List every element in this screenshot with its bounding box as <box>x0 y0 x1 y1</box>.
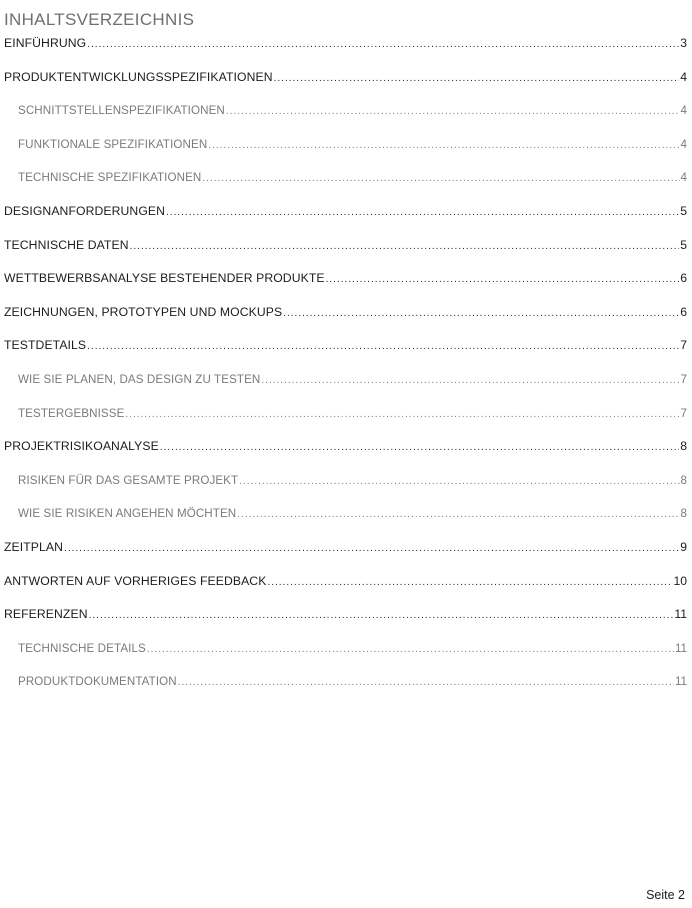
toc-entry-technische-spezifikationen[interactable] <box>0 161 692 195</box>
dot-leader <box>125 398 679 432</box>
toc-entry-label: FUNKTIONALE SPEZIFIKATIONEN <box>18 137 208 151</box>
toc-entry-projektrisikoanalyse[interactable] <box>0 430 692 464</box>
dot-leader <box>178 666 674 700</box>
toc-entry-schnittstellenspezifikationen[interactable] <box>0 94 692 128</box>
dot-leader <box>208 129 679 163</box>
toc-entry-label: PRODUKTENTWICKLUNGSSPEZIFIKATIONEN <box>4 69 273 84</box>
toc-entry-label: TESTERGEBNISSE <box>18 406 125 420</box>
table-of-contents <box>0 27 692 699</box>
dot-leader <box>89 599 674 633</box>
toc-page-number: 5 <box>680 237 687 252</box>
toc-page-number: 10 <box>673 573 687 588</box>
dot-leader <box>261 364 679 398</box>
toc-entry-zeichnungen[interactable] <box>0 296 692 330</box>
toc-page-number: 7 <box>680 406 687 420</box>
toc-entry-label: PROJEKTRISIKOANALYSE <box>4 439 159 454</box>
toc-entry-label: DESIGNANFORDERUNGEN <box>4 203 166 218</box>
dot-leader <box>274 62 680 96</box>
toc-page-number: 11 <box>674 607 687 622</box>
toc-entry-label: SCHNITTSTELLENSPEZIFIKATIONEN <box>18 104 225 118</box>
page-footer-number: Seite 2 <box>646 888 685 902</box>
dot-leader <box>160 431 679 465</box>
toc-page-number: 11 <box>674 641 687 655</box>
toc-entry-label: REFERENZEN <box>4 607 88 622</box>
toc-entry-referenzen[interactable] <box>0 598 692 632</box>
toc-entry-label: ZEICHNUNGEN, PROTOTYPEN UND MOCKUPS <box>4 304 283 319</box>
toc-entry-label: RISIKEN FÜR DAS GESAMTE PROJEKT <box>18 473 239 487</box>
dot-leader <box>226 95 680 129</box>
dot-leader <box>237 498 679 532</box>
toc-entry-label: TECHNISCHE DETAILS <box>18 641 146 655</box>
toc-entry-label: TECHNISCHE SPEZIFIKATIONEN <box>18 171 202 185</box>
dot-leader <box>147 633 674 667</box>
toc-entry-label: ANTWORTEN AUF VORHERIGES FEEDBACK <box>4 573 267 588</box>
toc-entry-risiken-gesamtes-projekt[interactable] <box>0 464 692 498</box>
dot-leader <box>283 297 679 331</box>
toc-page-number: 4 <box>680 104 687 118</box>
dot-leader <box>267 566 672 600</box>
dot-leader <box>130 230 680 264</box>
toc-page-number: 7 <box>680 338 687 353</box>
toc-entry-designanforderungen[interactable] <box>0 195 692 229</box>
toc-entry-label: PRODUKTDOKUMENTATION <box>18 675 177 689</box>
toc-entry-label: WIE SIE RISIKEN ANGEHEN MÖCHTEN <box>18 507 237 521</box>
toc-entry-technische-details[interactable] <box>0 632 692 666</box>
toc-entry-einfuehrung[interactable] <box>0 27 692 61</box>
toc-page-number: 9 <box>680 539 687 554</box>
toc-page-number: 4 <box>680 69 687 84</box>
dot-leader <box>87 330 679 364</box>
toc-entry-zeitplan[interactable] <box>0 531 692 565</box>
toc-entry-design-testen[interactable] <box>0 363 692 397</box>
toc-entry-technische-daten[interactable] <box>0 229 692 263</box>
toc-entry-label: WETTBEWERBSANALYSE BESTEHENDER PRODUKTE <box>4 271 325 286</box>
toc-entry-label: EINFÜHRUNG <box>4 36 87 50</box>
toc-page-number: 8 <box>680 507 687 521</box>
dot-leader <box>202 162 679 196</box>
toc-page-number: 8 <box>680 473 687 487</box>
toc-entry-testergebnisse[interactable] <box>0 397 692 431</box>
toc-entry-produktentwicklungsspezifikationen[interactable] <box>0 61 692 95</box>
dot-leader <box>326 263 680 297</box>
toc-page-number: 4 <box>680 171 687 185</box>
toc-entry-label: TESTDETAILS <box>4 338 87 353</box>
toc-entry-risiken-angehen[interactable] <box>0 497 692 531</box>
toc-entry-funktionale-spezifikationen[interactable] <box>0 128 692 162</box>
toc-page-number: 6 <box>680 304 687 319</box>
toc-page-number: 7 <box>680 372 687 386</box>
toc-page-number: 11 <box>674 675 687 689</box>
toc-entry-wettbewerbsanalyse[interactable] <box>0 262 692 296</box>
toc-entry-label: TECHNISCHE DATEN <box>4 237 129 252</box>
dot-leader <box>166 196 679 230</box>
toc-entry-label: WIE SIE PLANEN, DAS DESIGN ZU TESTEN <box>18 372 261 386</box>
toc-page-number: 3 <box>680 36 687 50</box>
dot-leader <box>87 28 679 62</box>
toc-entry-produktdokumentation[interactable] <box>0 665 692 699</box>
toc-page-number: 4 <box>680 137 687 151</box>
toc-page-number: 6 <box>680 271 687 286</box>
toc-page-number: 5 <box>680 203 687 218</box>
dot-leader <box>64 532 679 566</box>
toc-title: INHALTSVERZEICHNIS <box>4 10 195 30</box>
dot-leader <box>239 465 679 499</box>
toc-page-number: 8 <box>680 439 687 454</box>
toc-entry-label: ZEITPLAN <box>4 539 64 554</box>
toc-entry-testdetails[interactable] <box>0 329 692 363</box>
toc-entry-antworten-feedback[interactable] <box>0 565 692 599</box>
